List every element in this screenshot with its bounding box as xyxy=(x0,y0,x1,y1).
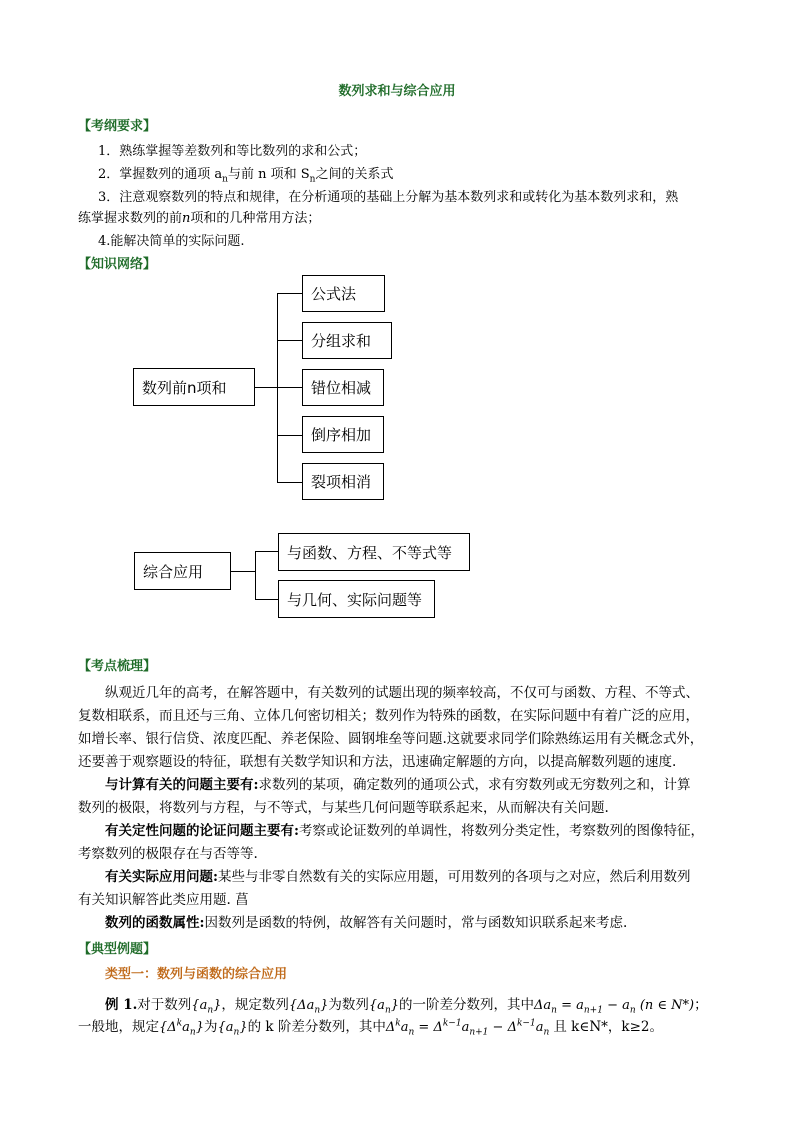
section-heading-examples: 【典型例题】 xyxy=(78,942,157,957)
key-points-p1-line4: 还要善于观察题设的特征，联想有关数学知识和方法，迅速确定解题的方向，以提高解数列题的速度. xyxy=(78,754,677,770)
key-points-p4-line2: 有关知识解答此类应用题. 菖 xyxy=(78,892,249,908)
key-points-p1-line3: 如增长率、银行信贷、浓度匹配、养老保险、圆钢堆垒等问题.这就要求同学们除熟练运用有关概念式外， xyxy=(78,731,704,747)
key-points-p5: 数列的函数属性:因数列是函数的特例，故解答有关问题时，常与函数知识联系起来考虑. xyxy=(105,915,628,931)
tree2-branch xyxy=(255,599,278,600)
key-points-p4-line1: 有关实际应用问题:某些与非零自然数有关的实际应用题，可用数列的各项与之对应，然后利用数列 xyxy=(105,869,691,885)
example-1-line2: 一般地，规定$\{\Delta^ka_n\}$为$\{a_n\}$的 k 阶差分数列，其中$\Delta^ka_n = \Delta^{k-1}a_{n+1} - \Delta^{k-1}a_n$ 且 k∈N*，k≥2。 xyxy=(78,1018,663,1038)
tree1-connector xyxy=(255,387,277,388)
tree1-leaf-formula: 公式法 xyxy=(302,275,385,312)
example-type-1-heading: 类型一：数列与函数的综合应用 xyxy=(105,967,288,982)
tree1-branch xyxy=(277,387,302,388)
key-points-p2-line2: 数列的极限，将数列与方程，与不等式，与某些几何问题等联系起来，从而解决有关问题. xyxy=(78,800,609,816)
tree1-leaf-shifted-subtraction: 错位相减 xyxy=(302,369,384,406)
key-points-p3-line2: 考察数列的极限存在与否等等. xyxy=(78,846,258,862)
tree2-leaf-geometry: 与几何、实际问题等 xyxy=(278,580,435,618)
tree1-branch xyxy=(277,293,302,294)
tree2-branch xyxy=(255,551,278,552)
tree2-trunk xyxy=(255,551,256,599)
section-heading-network: 【知识网络】 xyxy=(78,257,157,272)
tree1-leaf-telescoping: 裂项相消 xyxy=(302,463,384,500)
syllabus-item-4: 4.能解决简单的实际问题. xyxy=(98,234,245,249)
tree2-leaf-functions: 与函数、方程、不等式等 xyxy=(278,533,470,571)
tree1-branch xyxy=(277,435,302,436)
example-1-line1: 例 1.对于数列$\{a_n\}$，规定数列$\{\Delta a_n\}$为数列$\{a_n\}$的一阶差分数列，其中$\Delta a_n = a_{n+1} - a_n$ (n ∈ N*)； xyxy=(105,997,708,1016)
tree1-leaf-reverse-addition: 倒序相加 xyxy=(302,416,384,453)
key-points-p1-line2: 复数相联系，而且还与三角、立体几何密切相关；数列作为特殊的函数，在实际问题中有着广泛的应用， xyxy=(78,708,699,724)
tree1-branch xyxy=(277,482,302,483)
syllabus-item-3-cont: 练掌握求数列的前n项和的几种常用方法； xyxy=(78,211,321,226)
tree2-connector xyxy=(231,571,255,572)
syllabus-item-3: 3．注意观察数列的特点和规律，在分析通项的基础上分解为基本数列求和或转化为基本数列求和，熟 xyxy=(98,190,679,205)
page-title: 数列求和与综合应用 xyxy=(338,84,456,99)
tree2-root-box: 综合应用 xyxy=(134,552,231,590)
key-points-p3-line1: 有关定性问题的论证问题主要有:考察或论证数列的单调性，将数列分类定性，考察数列的图像特征， xyxy=(105,823,704,839)
tree1-branch xyxy=(277,340,302,341)
section-heading-key-points: 【考点梳理】 xyxy=(78,659,157,674)
tree1-leaf-grouping: 分组求和 xyxy=(302,322,392,359)
key-points-p1-line1: 纵观近几年的高考，在解答题中，有关数列的试题出现的频率较高，不仅可与函数、方程、不等式、 xyxy=(105,685,699,701)
section-heading-syllabus: 【考纲要求】 xyxy=(78,119,157,134)
tree1-root-box: 数列前n项和 xyxy=(133,368,255,406)
syllabus-item-2: 2．掌握数列的通项 $a_n$与前 n 项和 $S_n$之间的关系式 xyxy=(98,167,394,185)
syllabus-item-1: 1．熟练掌握等差数列和等比数列的求和公式； xyxy=(98,144,367,159)
key-points-p2-line1: 与计算有关的问题主要有:求数列的某项，确定数列的通项公式，求有穷数列或无穷数列之和，计算 xyxy=(105,777,691,793)
